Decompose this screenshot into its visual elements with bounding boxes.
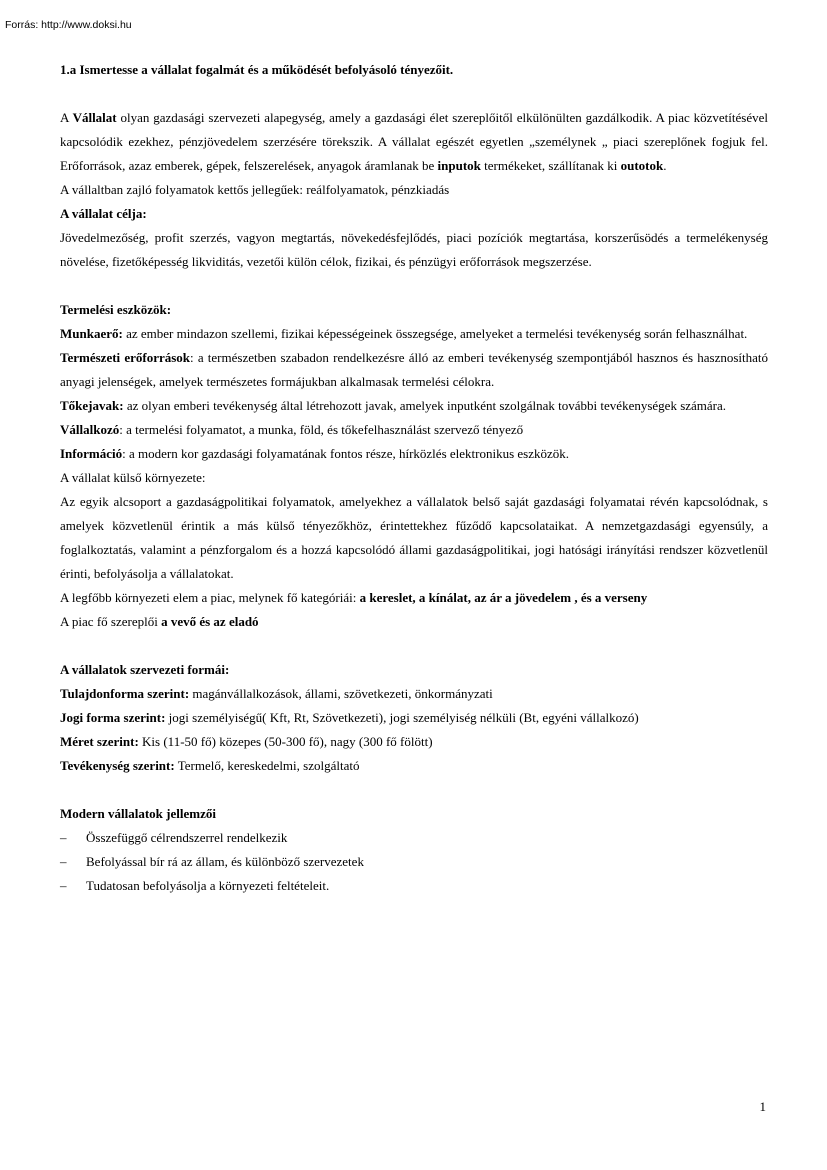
- source-header: Forrás: http://www.doksi.hu: [5, 19, 132, 31]
- market-categories: a kereslet, a kínálat, az ár a jövedelem , és a verseny: [359, 590, 648, 605]
- labor-text: az ember mindazon szellemi, fizikai képességeinek összegsége, amelyeket a termelési tevékenység során felhasználhat.: [122, 326, 748, 341]
- activity-text: Termelő, kereskedelmi, szolgáltató: [174, 758, 360, 773]
- info-text: : a modern kor gazdasági folyamatának fontos része, hírközlés elektronikus eszközök.: [122, 446, 570, 461]
- list-item-text: Tudatosan befolyásolja a környezeti feltételeit.: [86, 878, 330, 893]
- text: termékeket, szállítanak ki: [480, 158, 621, 173]
- spacer: [60, 634, 768, 658]
- environment-paragraph: Az egyik alcsoport a gazdaságpolitikai folyamatok, amelyekhez a vállalatok belső saját gazdasági folyamatai révén kapcsolódnak, s amelyek közvetlenül érintik a más külső tényezőkhöz, érintettekhez fűződő kapcsolataikat. A nemzetgazdasági egyensúly, a foglalkoztatás, valamint a pénzforgalom és a hozzá kapcsolódó állami gazdaságpolitikai, jogi hatósági irányítási rendszer közvetlenül érinti, befolyásolja a vállalatokat.: [60, 494, 768, 581]
- list-item: [60, 826, 768, 850]
- document-title: 1.a Ismertesse a vállalat fogalmát és a működését befolyásoló tényezőit.: [60, 62, 454, 77]
- modern-heading-text: Modern vállalatok jellemzői: [60, 806, 216, 821]
- legal-text: jogi személyiségű( Kft, Rt, Szövetkezeti), jogi személyiség nélküli (Bt, egyéni vállalkozó): [165, 710, 639, 725]
- players-names: a vevő és az eladó: [161, 614, 259, 629]
- entrepreneur-label: Vállalkozó: [60, 422, 120, 437]
- list-item-text: Befolyással bír rá az állam, és különböző szervezetek: [86, 854, 364, 869]
- production-heading-text: Termelési eszközök:: [60, 302, 172, 317]
- size-label: Méret szerint:: [60, 734, 139, 749]
- ownership-label: Tulajdonforma szerint:: [60, 686, 190, 701]
- size-text: Kis (11-50 fő) közepes (50-300 fő), nagy (300 fő fölött): [138, 734, 433, 749]
- natural-resources-paragraph: [60, 346, 768, 394]
- entrepreneur-text: : a termelési folyamatot, a munka, föld, és tőkefelhasználást szervező tényező: [119, 422, 524, 437]
- entrepreneur-paragraph: [60, 418, 768, 442]
- activity-label: Tevékenység szerint:: [60, 758, 175, 773]
- info-label: Információ: [60, 446, 123, 461]
- processes-line: A vállaltban zajló folyamatok kettős jellegűek: reálfolyamatok, pénzkiadás: [60, 182, 450, 197]
- natural-label: Természeti erőforrások: [60, 350, 191, 365]
- market-text: A legfőbb környezeti elem a piac, melynek fő kategóriái:: [60, 590, 360, 605]
- list-item-text: Összefüggő célrendszerrel rendelkezik: [86, 830, 288, 845]
- dash-bullet: –: [60, 830, 67, 845]
- activity-line: [60, 754, 768, 778]
- spacer: [60, 274, 768, 298]
- dash-bullet: –: [60, 854, 67, 869]
- page-number: 1: [759, 1099, 766, 1114]
- labor-paragraph: [60, 322, 768, 346]
- document-body: [60, 58, 768, 898]
- legal-form-line: [60, 706, 768, 730]
- market-paragraph: [60, 586, 768, 610]
- term-outotok: outotok: [620, 158, 664, 173]
- modern-heading: [60, 802, 768, 826]
- legal-label: Jogi forma szerint:: [60, 710, 166, 725]
- modern-features-list: [60, 826, 768, 898]
- intro-paragraph: [60, 106, 768, 178]
- environment-heading: A vállalat külső környezete:: [60, 470, 206, 485]
- ownership-line: [60, 682, 768, 706]
- forms-heading: [60, 658, 768, 682]
- text: A: [60, 110, 73, 125]
- forms-heading-text: A vállalatok szervezeti formái:: [60, 662, 230, 677]
- text: olyan gazdasági szervezeti alapegység, amely a gazdasági élet szereplőitől elkülönülten gazdálkodik. A piac közvetítésével kapcsolódik ezekhez, pénzjövedelem szerzésére törekszik. A vállalat egészét egyetlen „személynek „ piaci szereplőnek fogjuk fel. Erőforrások, azaz emberek, gépek, felszerelések, anyagok áramlanak be: [60, 110, 768, 173]
- text: .: [663, 158, 667, 173]
- spacer: [60, 778, 768, 802]
- capital-text: az olyan emberi tevékenység által létrehozott javak, amelyek inputként szolgálnak további tevékenységek számára.: [123, 398, 727, 413]
- labor-label: Munkaerő:: [60, 326, 123, 341]
- goal-text: Jövedelmezőség, profit szerzés, vagyon megtartás, növekedésfejlődés, piaci pozíciók megtartása, korszerűsödés a termelékenység növelése, fizetőképesség likviditás, vezetői külön célok, fizikai, és pénzügyi erőforrások megszerzése.: [60, 230, 768, 269]
- capital-paragraph: [60, 394, 768, 418]
- players-text: A piac fő szereplői: [60, 614, 162, 629]
- production-heading: [60, 298, 768, 322]
- capital-label: Tőkejavak:: [60, 398, 124, 413]
- natural-text: : a természetben szabadon rendelkezésre álló az emberi tevékenység szempontjából hasznos és hasznosítható anyagi jelenségek, amelyek természetes formájukban alkalmasak termelési célokra.: [60, 350, 769, 389]
- dash-bullet: –: [60, 878, 67, 893]
- list-item: [60, 874, 768, 898]
- information-paragraph: [60, 442, 768, 466]
- market-players-paragraph: [60, 610, 768, 634]
- ownership-text: magánvállalkozások, állami, szövetkezeti, önkormányzati: [189, 686, 493, 701]
- size-line: [60, 730, 768, 754]
- goal-heading: [60, 202, 768, 226]
- term-inputok: inputok: [437, 158, 481, 173]
- list-item: [60, 850, 768, 874]
- term-vallalat: Vállalat: [72, 110, 117, 125]
- goal-heading-text: A vállalat célja:: [60, 206, 147, 221]
